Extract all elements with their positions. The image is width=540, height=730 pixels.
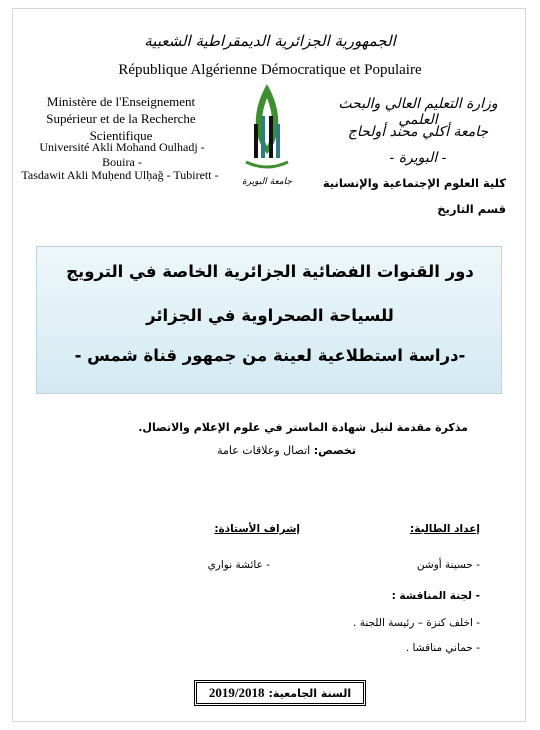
thesis-title-line-3: -دراسة استطلاعية لعينة من جمهور قناة شمس - xyxy=(74,346,466,365)
logo-bar-4 xyxy=(276,124,280,158)
arabic-department: قسم التاريخ xyxy=(437,202,506,216)
french-ministry: Ministère de l'Enseignement Supérieur et de la Recherche Scientifique xyxy=(46,94,196,143)
academic-year-label: السنة الجامعية: xyxy=(268,686,352,700)
thesis-title-line-2: للسياحة الصحراوية في الجزائر xyxy=(146,306,394,325)
specialty-label: تخصص: xyxy=(313,444,356,457)
academic-year-value: 2019/2018 xyxy=(208,685,265,700)
memo-statement: مذكرة مقدمة لنيل شهادة الماستر في علوم الإعلام والاتصال. xyxy=(138,421,468,434)
supervisor-name: - عائشة نواري xyxy=(207,559,270,571)
logo-caption: جامعة البويرة xyxy=(242,177,292,187)
academic-year-box xyxy=(194,680,366,706)
french-republic-heading: République Algérienne Démocratique et Populaire xyxy=(118,62,422,78)
thesis-title-line-1: دور القنوات الفضائية الجزائرية الخاصة في الترويج xyxy=(66,262,474,281)
committee-label: - لجنة المناقشة : xyxy=(391,590,480,602)
logo-arc xyxy=(246,162,288,167)
arabic-city-name: - البويرة - xyxy=(389,150,447,166)
arabic-ministry: وزارة التعليم العالي والبحث العلمي xyxy=(338,96,498,128)
prepared-by-label: إعداد الطالبة: xyxy=(410,523,480,535)
university-logo xyxy=(232,80,302,192)
tamazight-university-name: Tasdawit Akli Muḥend Ulḥağ - Tubirett - xyxy=(21,168,219,182)
french-university-name: Université Akli Mohand Oulhadj - Bouira - xyxy=(39,140,205,169)
university-bouira-logo-icon xyxy=(232,80,302,192)
logo-bar-1 xyxy=(254,124,258,158)
specialty-value: اتصال وعلاقات عامة xyxy=(217,444,314,457)
arabic-republic-heading: الجمهورية الجزائرية الديمقراطية الشعبية xyxy=(144,32,396,50)
committee-member-2: - حماني مناقشا . xyxy=(405,642,480,654)
arabic-faculty: كلية العلوم الإجتماعية والإنسانية xyxy=(322,176,506,190)
committee-member-1: - اخلف كنزة – رئيسة اللجنة . xyxy=(353,617,480,629)
logo-bar-3 xyxy=(269,116,273,158)
arabic-university-name: جامعة أكلي محند أولحاج xyxy=(347,124,489,140)
specialty-line xyxy=(60,444,356,457)
student-name: - حسينة أوشن xyxy=(416,559,480,571)
supervisor-label: إشراف الأستاذة: xyxy=(214,523,300,535)
logo-bar-2 xyxy=(261,116,265,158)
